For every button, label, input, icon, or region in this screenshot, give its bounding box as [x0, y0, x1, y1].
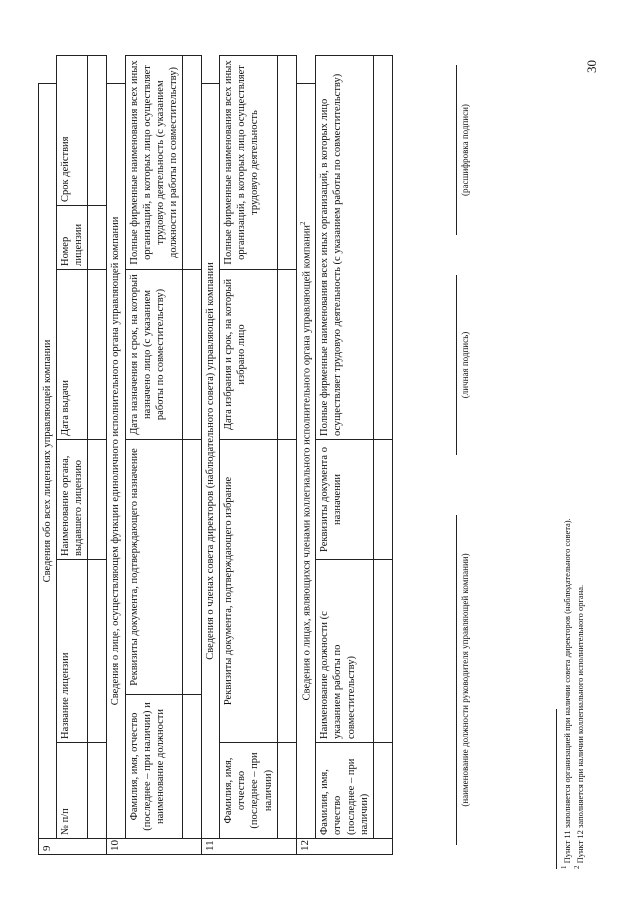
footnote-2: [573, 69, 586, 869]
empty-cell: [277, 270, 296, 440]
column-header: Полные фирменные наименования всех иных организаций, в которых лицо осуществляет трудовую деятельность (с указанием работы по совместительству): [316, 56, 374, 440]
column-header: Фамилия, имя, отчество (последнее – при наличии) и наименование должности: [125, 695, 183, 839]
column-header: Номер лицензии: [57, 206, 88, 270]
column-header: Фамилия, имя, отчество (последнее – при наличии): [220, 743, 278, 839]
column-header: Наименование должности (с указанием работы по совместительству): [316, 560, 374, 743]
column-header: Полные фирменные наименования всех иных организаций, в которых лицо осуществляет трудовую деятельность (с указанием должности и работы по совместительству): [125, 56, 183, 270]
section-10-blank-row: [183, 56, 202, 855]
section-9-blank-row: [88, 56, 107, 855]
column-header: Название лицензии: [57, 560, 88, 743]
empty-cell: [373, 440, 392, 560]
signature-block: [456, 65, 496, 845]
section-12-header-row: [316, 56, 374, 855]
section-number: 11: [202, 839, 297, 855]
empty-cell: [373, 743, 392, 839]
section-title-text: Сведения о лицах, являющихся членами коллегиального исполнительного органа управляющей компании: [301, 225, 313, 701]
empty-cell: [88, 270, 107, 440]
section-10-header-row: [125, 56, 183, 855]
section-title: [296, 83, 316, 838]
footnote-text: Пункт 11 заполняется организацией при наличии совета директоров (наблюдательного совета).: [561, 518, 572, 864]
section-number: 10: [107, 839, 202, 855]
position-caption: (наименование должности руководителя управляющей компании): [460, 553, 470, 807]
column-header: Дата выдачи: [57, 270, 88, 440]
footnote-1: [560, 69, 573, 869]
section-title: Сведения о лице, осуществляющем функции единоличного исполнительного органа управляющей компании: [107, 83, 125, 838]
column-header: Наименование органа, выдавшего лицензию: [57, 440, 88, 560]
empty-cell: [88, 743, 107, 839]
footnote-mark: 1: [560, 865, 568, 869]
column-header: Реквизиты документа, подтверждающего избрание: [220, 440, 278, 743]
empty-cell: [88, 440, 107, 560]
section-11-blank-row: [277, 56, 296, 855]
empty-cell: [183, 56, 202, 270]
footnotes: [560, 69, 586, 869]
decoding-caption: (расшифровка подписи): [460, 104, 470, 196]
empty-cell: [88, 56, 107, 206]
footnote-text: Пункт 12 заполняется при наличии коллегиального исполнительного органа.: [574, 584, 585, 864]
column-header: № п/п: [57, 743, 88, 839]
report-form-table: [38, 55, 393, 855]
position-line: [456, 515, 457, 845]
section-10-title-row: [107, 56, 125, 855]
column-header: Полные фирменные наименования всех иных организаций, в которых лицо осуществляет трудовую деятельность: [220, 56, 278, 270]
footnote-mark: 2: [298, 221, 307, 225]
column-header: Дата назначения и срок, на который назначено лицо (с указанием работы по совместительству): [125, 270, 183, 440]
decoding-line: [456, 65, 457, 235]
column-header: Реквизиты документа, подтверждающего назначение: [125, 440, 183, 695]
empty-cell: [373, 560, 392, 743]
page-number: 30: [584, 60, 599, 73]
column-header: Дата избрания и срок, на который избрано лицо: [220, 270, 278, 440]
section-title: Сведения обо всех лицензиях управляющей компании: [39, 83, 57, 838]
section-9-header-row: [57, 56, 88, 855]
section-number: 9: [39, 839, 107, 855]
empty-cell: [277, 440, 296, 743]
section-9-title-row: [39, 56, 57, 855]
empty-cell: [88, 206, 107, 270]
column-header: Фамилия, имя, отчество (последнее – при наличии): [316, 743, 374, 839]
signature-line: [456, 275, 457, 455]
empty-cell: [183, 270, 202, 440]
empty-cell: [373, 56, 392, 440]
signature-caption: (личная подпись): [460, 331, 470, 399]
empty-cell: [183, 695, 202, 839]
footnote-rule: [556, 709, 557, 869]
section-12-title-row: [296, 56, 316, 855]
section-12-blank-row: [373, 56, 392, 855]
footnote-mark: 2: [572, 865, 581, 869]
section-11-header-row: [220, 56, 278, 855]
section-title: Сведения о членах совета директоров (наблюдательного совета) управляющей компании: [202, 83, 220, 838]
section-11-title-row: [202, 56, 220, 855]
section-number: 12: [296, 839, 392, 855]
empty-cell: [277, 56, 296, 270]
column-header: Реквизиты документа о назначении: [316, 440, 374, 560]
empty-cell: [183, 440, 202, 695]
empty-cell: [88, 560, 107, 743]
empty-cell: [277, 743, 296, 839]
column-header: Срок действия: [57, 56, 88, 206]
